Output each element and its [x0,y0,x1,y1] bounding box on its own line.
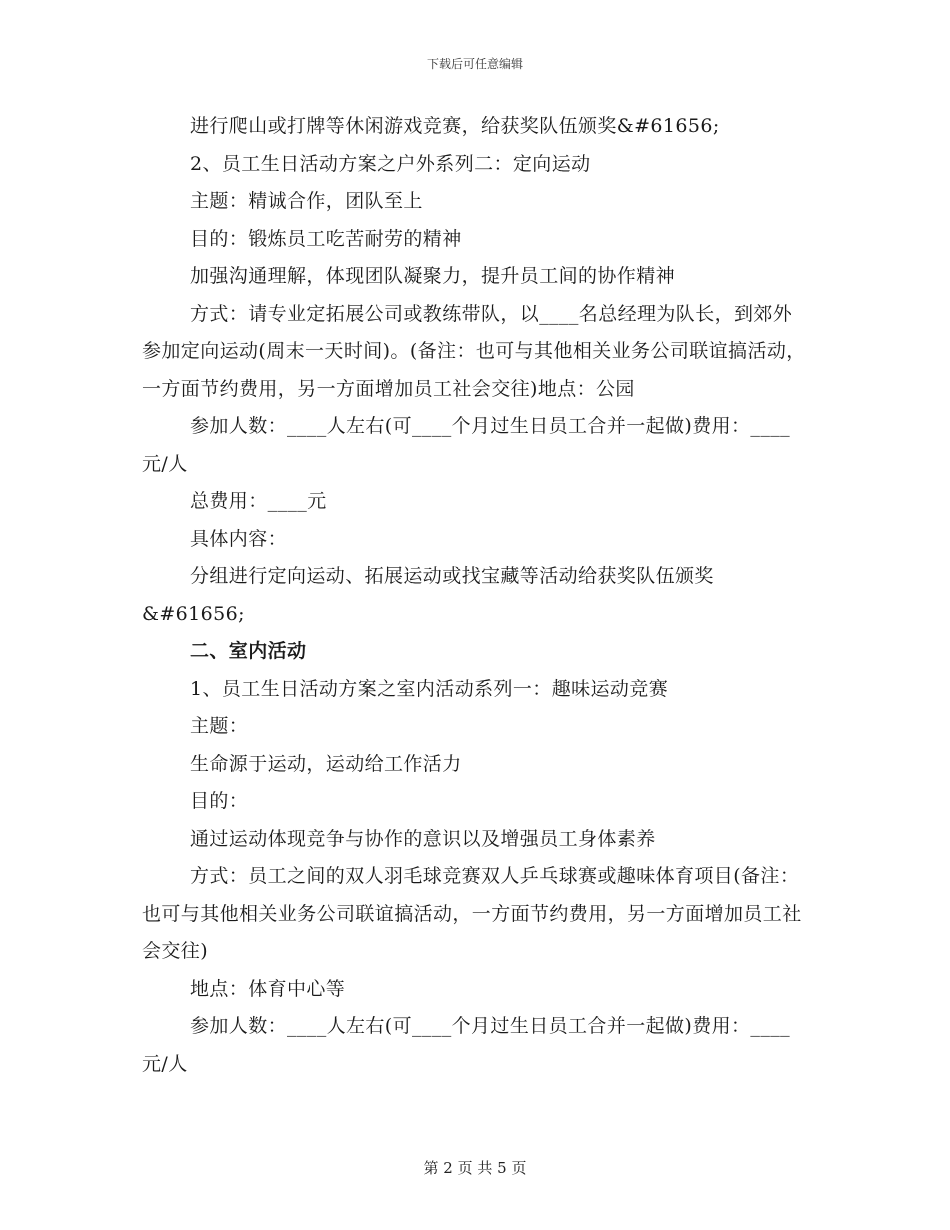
paragraph: 通过运动体现竞争与协作的意识以及增强员工身体素养 [190,827,656,850]
section-heading: 二、室内活动 [190,640,307,662]
paragraph: 目的： [190,790,249,812]
paragraph: 参加人数：____人左右(可____个月过生日员工合并一起做)费用：____元/人 [142,415,791,475]
paragraph: 方式：请专业定拓展公司或教练带队，以____名总经理为队长，到郊外参加定向运动(周末一天时间)。(备注：也可与其他相关业务公司联谊搞活动，一方面节约费用，另一方面增加员工社会交往)地点：公园 [142,302,806,400]
paragraph: 参加人数：____人左右(可____个月过生日员工合并一起做)费用：____元/人 [142,1015,791,1075]
page-header: 下载后可任意编辑 [426,57,523,71]
paragraph: 主题： [190,715,249,737]
paragraph: 地点：体育中心等 [190,977,346,1000]
section-heading: 2、员工生日活动方案之户外系列二：定向运动 [190,152,591,175]
page-footer: 第 2 页 共 5 页 [423,1159,527,1177]
document-body [142,108,810,1083]
section-heading: 1、员工生日活动方案之室内活动系列一：趣味运动竞赛 [190,677,669,700]
paragraph: 总费用：____元 [190,490,327,512]
paragraph: 进行爬山或打牌等休闲游戏竞赛，给获奖队伍颁奖&#61656; [190,115,720,137]
paragraph: 分组进行定向运动、拓展运动或找宝藏等活动给获奖队伍颁奖&#61656; [142,565,714,625]
paragraph: 目的：锻炼员工吃苦耐劳的精神 [190,227,462,250]
paragraph: 加强沟通理解，体现团队凝聚力，提升员工间的协作精神 [190,265,676,287]
paragraph: 具体内容： [190,527,288,550]
paragraph: 方式：员工之间的双人羽毛球竞赛双人乒乓球赛或趣味体育项目(备注：也可与其他相关业务公司联谊搞活动，一方面节约费用，另一方面增加员工社会交往) [142,865,802,962]
paragraph: 主题：精诚合作，团队至上 [190,190,423,212]
paragraph: 生命源于运动，运动给工作活力 [190,752,462,775]
